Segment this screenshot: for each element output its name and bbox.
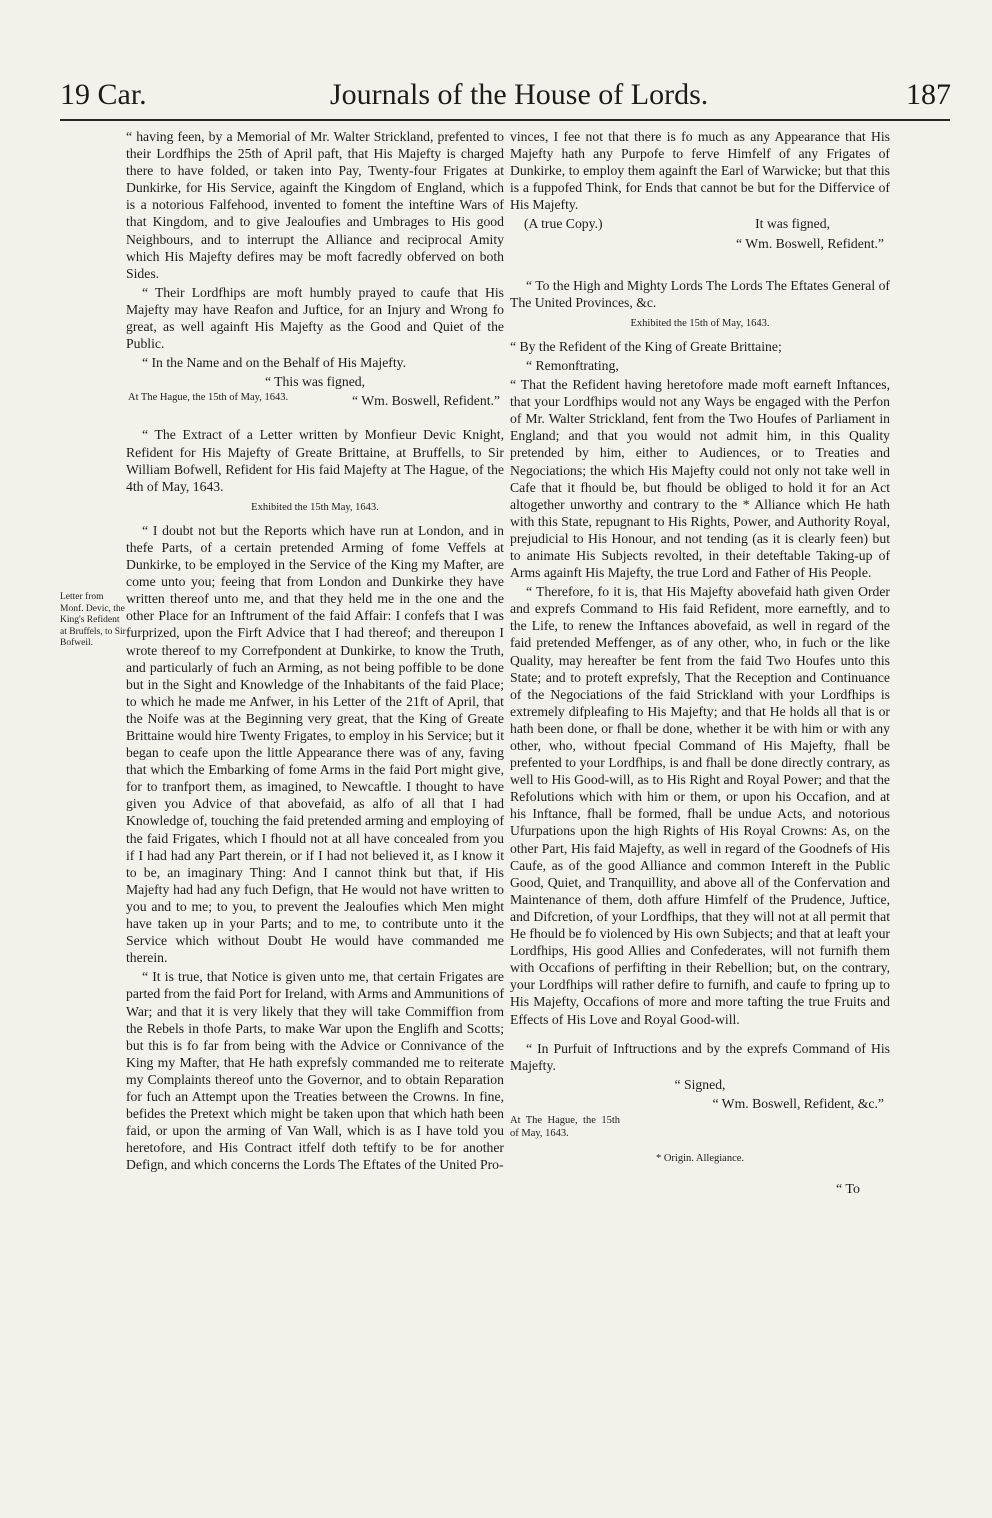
remonstrating-line: “ Remonftrating,: [526, 357, 619, 373]
by-line: “ By the Refident of the King of Greate Brittaine;: [510, 338, 782, 354]
exhibited-note: Exhibited the 15th of May, 1643.: [630, 317, 770, 329]
journal-title: Journals of the House of Lords.: [330, 78, 709, 111]
signed-line: “ Signed,: [674, 1076, 726, 1092]
left-column: [126, 128, 504, 1175]
regnal-year: 19 Car.: [60, 78, 147, 111]
right-column: [510, 128, 890, 1200]
signature: “ Wm. Boswell, Refident.”: [736, 236, 884, 252]
header-rule: [60, 119, 950, 121]
paragraph: vinces, I fee not that there is fo much as any Appearance that His Majefty hath any Purpofe to ferve Himfelf of any Frigates of Dunkirke, to employ them againft the Earl of Warwicke; but that this is a fuppofed Think, for Ends that cannot be but for the Differvice of His Majefty.: [510, 129, 890, 213]
paragraph: “ Their Lordfhips are moft humbly prayed to caufe that His Majefty may have Reafon and Juftice, for an Injury and Wrong fo great, as well againft His Majefty as the Good and Quiet of the Public.: [126, 284, 504, 352]
date-place: At The Hague, the 15th of May, 1643.: [128, 392, 289, 404]
paragraph: “ having feen, by a Memorial of Mr. Walter Strickland, prefented to their Lordfhips the 25th of April paft, that His Majefty is charged there to have folded, or taken into Pay, Twenty-four Frigates at Dunkirke, for His Service, againft the Kingdom of England, which is a notorious Falfehood, invented to foment the inteftine Wars of that Kingdom, and to give Jealoufies and Umbrages to His good Neighbours, and to interrupt the Alliance and reciprocal Amity which His Majefty defires may be moft facredly obferved on both Sides.: [126, 129, 504, 281]
catchword: “ To: [835, 1182, 860, 1198]
signature: “ Wm. Boswell, Refident, &c.”: [712, 1095, 884, 1111]
extract-title: “ The Extract of a Letter written by Monfieur Devic Knight, Refident for His Majefty of Greate Brittaine, at Bruffells, to Sir William Bofwell, Refident for His faid Majefty at The Hague, of the 4th of May, 1643.: [126, 427, 504, 494]
copy-signed-line: [510, 215, 890, 235]
page-number: 187: [906, 78, 951, 111]
true-copy: (A true Copy.): [524, 216, 603, 232]
signed-line: It was figned,: [755, 216, 830, 232]
paragraph: “ Therefore, fo it is, that His Majefty abovefaid hath given Order and exprefs Command to His faid Refident, more earneftly, and to the Life, to renew the Inftances abovefaid, as well in regard of the faid pretended Meffenger, as of any other, who, in fuch or the like Quality, may hereafter be fent from the faid Two Houfes unto this State; and to proteft exprefsly, That the Reception and Continuance of the Negociations of the faid Strickland with your Lordfhips is extremely difpleafing to His Majefty; and that He holds all that is or hath been done, or fhall be done, whether it be with him or with any other, who, without fpecial Command of His Majefty, fhall be prefented to your Lordfhips, is and fhall be done directly contrary, as well to His Good-will, as to His Right and Royal Power; and that the Refolutions which with him or them, or upon his Occafion, and at his Inftance, fhall be formed, fhall be undue Acts, and notorious Ufurpations upon the high Rights of His Royal Crowns: As, on the other Part, His faid Majefty, as well in regard of the Goodnefs of His Caufe, as of the good Alliance and common Intereft in the Public Good, Quiet, and Tranquillity, and above all of the Confervation and Maintenance of them, doth affure Himfelf of the Prudence, Juftice, and Difcretion, of your Lordfhips, that they will not at all permit that He fhould be fo violenced by His own Subjects; and that at leaft your Lordfhips, His good Allies and Confederates, will not furnifh them with Occafions of perfifting in their Rebellion; but, on the contrary, your Lordfhips will rather defire to furnifh, and caufe to fpring up to His Majefty, Occafions of more and more tafting the true Fruits and Effects of His Love and Royal Good-will.: [510, 584, 890, 1027]
paragraph: “ In the Name and on the Behalf of His Majefty.: [142, 355, 407, 371]
paragraph: “ In Purfuit of Inftructions and by the exprefs Command of His Majefty.: [510, 1040, 890, 1073]
running-header: [0, 78, 992, 118]
exhibited-note: Exhibited the 15th May, 1643.: [251, 501, 379, 513]
margin-note: Letter from Monf. Devic, the King's Refident at Bruffels, to Sir Bofweil.: [60, 592, 126, 648]
paragraph: “ That the Refident having heretofore made moft earneft Inftances, that your Lordfhips would not any Ways be engaged with the Perfon of Mr. Walter Strickland, fent from the Two Houfes of Parliament in England; and that you would not admit him, in this Quality pretended by him, either to Audiences, or to Treaties and Negociations; the which His Majefty could not only not take well in Cafe that it fhould be, but fhould be obliged to hold it for an Act altogether unworthy and contrary to the * Alliance which He hath with this State, repugnant to His Rights, Power, and Authority Royal, prejudicial to His Honour, and not tending (as it is clearly feen) but to animate His Subjects revolted, in their deteftable Taking-up of Arms againft His Majefty, the true Lord and Father of His People.: [510, 377, 890, 581]
signature: “ Wm. Boswell, Refident.”: [352, 393, 500, 409]
date-signature-block: [126, 392, 504, 426]
signed-line: “ This was figned,: [264, 374, 366, 390]
date-place: At The Hague, the 15th of May, 1643.: [510, 1114, 620, 1139]
paragraph: “ I doubt not but the Reports which have run at London, and in thefe Parts, of a certain pretended Arming of fome Veffels at Dunkirke, to be employed in the Service of the King my Mafter, are come unto you; feeing that from London and Dunkirke they have written thereof unto me, and that they held me in the one and the other Place for an Inftrument of the faid Affair: I confefs that I was furprized, upon the Firft Advice that I had thereof; and thereupon I wrote thereof to my Correfpondent at Dunkirke, to know the Truth, and particularly of fuch an Arming, as not being poffible to be done but in the Sight and Knowledge of the Inhabitants of the faid Place; to which he made me Anfwer, in his Letter of the 21ft of April, that the Noife was at the Beginning very great, that the King of Greate Brittaine would hire Twenty Frigates, to employ in his Service; but it began to ceafe upon the little Appearance there was of any, faving that which the Embarking of fome Arms in the faid Port might give, for to tranfport them, as imagined, to Newcaftle. I thought to have given you Advice of that abovefaid, as alfo of all that I had Knowledge of, touching the faid pretended arming and employing of the faid Frigates, which I fhould not at all have concealed from you if I had had any Part therein, or if I had not believed it, as I know it to be, an imaginary Thing: And I cannot think but that, if His Majefty had had any fuch Defign, that He would not have written to you and to me; to you, to prevent the Jealoufies which Men might have taken up in your Parts; and to me, to contribute unto it the Service which without Doubt He would have commanded me therein.: [126, 522, 504, 966]
paragraph: “ It is true, that Notice is given unto me, that certain Frigates are parted from the faid Port for Ireland, with Arms and Ammunitions of War; and that it is very likely that they will take Commiffion from the Rebels in thofe Parts, to make War upon the Englifh and Scotts; but this is fo far from being with the Advice or Connivance of the King my Mafter, that He hath exprefsly commanded me to reiterate my Complaints thereof unto the Governor, and to obtain Reparation for fuch an Attempt upon the Treaties between the Crowns. In fine, befides the Pretext which might be taken upon that which hath been faid, or upon the arming of Van Wall, which is as I have told you heretofore, and His Contract itfelf doth teftify to be for another Defign, and which concerns the Lords The Eftates of the United Pro-: [126, 969, 504, 1173]
footnote: * Origin. Allegiance.: [655, 1152, 745, 1164]
address-line: “ To the High and Mighty Lords The Lords The Eftates General of The United Provinces, &c.: [510, 277, 890, 310]
